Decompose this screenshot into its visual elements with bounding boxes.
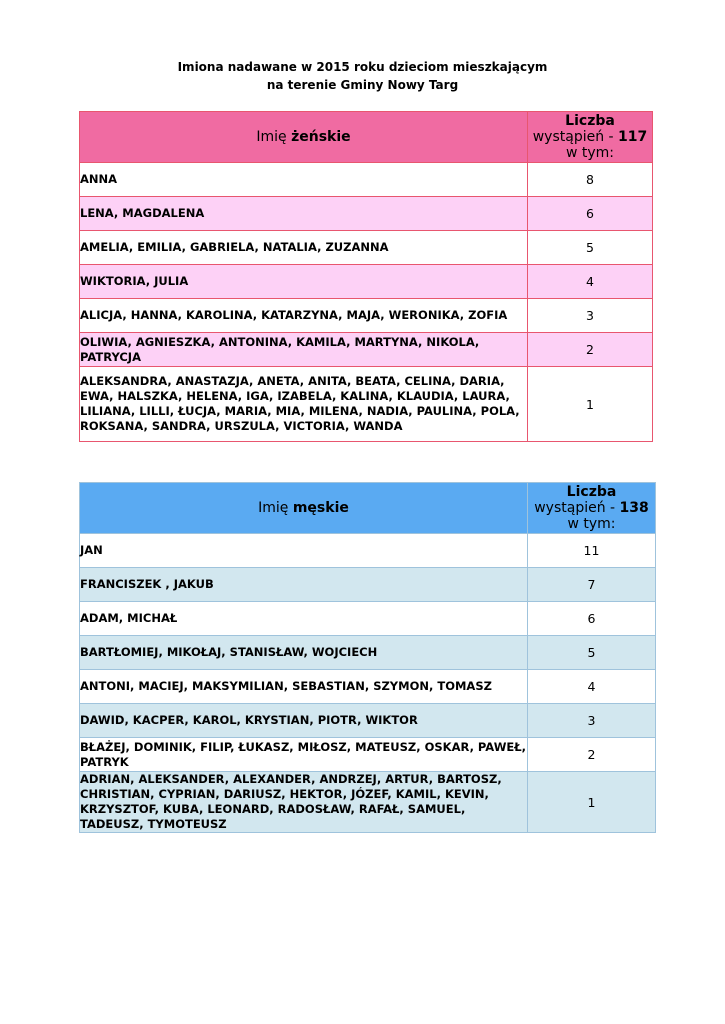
boys-count-total-line — [528, 500, 655, 516]
girls-name-column-header — [80, 112, 528, 163]
count-cell: 11 — [528, 534, 656, 568]
names-cell: BARTŁOMIEJ, MIKOŁAJ, STANISŁAW, WOJCIECH — [80, 636, 528, 670]
count-cell: 6 — [528, 602, 656, 636]
table-row — [80, 738, 656, 772]
table-row — [80, 163, 653, 197]
boys-table-header-row — [80, 483, 656, 534]
table-row — [80, 367, 653, 442]
title-line-2: na terenie Gminy Nowy Targ — [266, 78, 459, 92]
boys-count-prefix: wystąpień - — [534, 500, 620, 516]
names-cell: ALICJA, HANNA, KAROLINA, KATARZYNA, MAJA, WERONIKA, ZOFIA — [80, 299, 528, 333]
girls-count-total-line — [528, 129, 652, 145]
count-cell: 2 — [528, 738, 656, 772]
girls-count-note: w tym: — [565, 145, 615, 161]
boys-header-prefix: Imię — [258, 500, 293, 516]
names-cell: WIKTORIA, JULIA — [80, 265, 528, 299]
count-cell: 7 — [528, 568, 656, 602]
names-cell: AMELIA, EMILIA, GABRIELA, NATALIA, ZUZANNA — [80, 231, 528, 265]
table-row — [80, 231, 653, 265]
names-cell: DAWID, KACPER, KAROL, KRYSTIAN, PIOTR, WIKTOR — [80, 704, 528, 738]
count-cell: 6 — [528, 197, 653, 231]
count-cell: 4 — [528, 670, 656, 704]
boys-count-note: w tym: — [567, 516, 616, 532]
count-cell: 5 — [528, 636, 656, 670]
count-cell: 8 — [528, 163, 653, 197]
title-line-1: Imiona nadawane w 2015 roku dzieciom mieszkającym — [177, 60, 548, 74]
count-cell: 1 — [528, 367, 653, 442]
names-cell: ADAM, MICHAŁ — [80, 602, 528, 636]
table-row — [80, 265, 653, 299]
names-cell: BŁAŻEJ, DOMINIK, FILIP, ŁUKASZ, MIŁOSZ, MATEUSZ, OSKAR, PAWEŁ, PATRYK — [80, 738, 528, 772]
table-row — [80, 534, 656, 568]
boys-count-column-header — [528, 483, 656, 534]
table-row — [80, 299, 653, 333]
count-cell: 3 — [528, 704, 656, 738]
count-cell: 4 — [528, 265, 653, 299]
names-cell: OLIWIA, AGNIESZKA, ANTONINA, KAMILA, MARTYNA, NIKOLA, PATRYCJA — [80, 333, 528, 367]
girls-table-header-row — [80, 112, 653, 163]
girls-count-total: 117 — [618, 129, 648, 145]
names-cell: FRANCISZEK , JAKUB — [80, 568, 528, 602]
girls-count-label: Liczba — [565, 113, 615, 129]
names-cell: ADRIAN, ALEKSANDER, ALEXANDER, ANDRZEJ, ARTUR, BARTOSZ, CHRISTIAN, CYPRIAN, DARIUSZ, HEKTOR, JÓZEF, KAMIL, KEVIN, KRZYSZTOF, KUBA, LEONARD, RADOSŁAW, RAFAŁ, SAMUEL, TADEUSZ, TYMOTEUSZ — [80, 772, 528, 833]
count-cell: 2 — [528, 333, 653, 367]
boys-count-total: 138 — [619, 500, 649, 516]
girls-header-prefix: Imię — [256, 129, 292, 145]
count-cell: 5 — [528, 231, 653, 265]
count-cell: 3 — [528, 299, 653, 333]
girls-names-table — [79, 111, 653, 442]
table-row — [80, 197, 653, 231]
girls-count-prefix: wystąpień - — [532, 129, 619, 145]
document-title — [0, 58, 725, 94]
boys-names-table — [79, 482, 656, 833]
table-row — [80, 636, 656, 670]
boys-count-label: Liczba — [566, 484, 617, 500]
names-cell: LENA, MAGDALENA — [80, 197, 528, 231]
table-row — [80, 333, 653, 367]
boys-header-bold: męskie — [292, 500, 349, 516]
table-row — [80, 704, 656, 738]
table-row — [80, 772, 656, 833]
table-row — [80, 602, 656, 636]
boys-name-column-header — [80, 483, 528, 534]
names-cell: JAN — [80, 534, 528, 568]
names-cell: ANTONI, MACIEJ, MAKSYMILIAN, SEBASTIAN, SZYMON, TOMASZ — [80, 670, 528, 704]
names-cell: ANNA — [80, 163, 528, 197]
table-row — [80, 670, 656, 704]
count-cell: 1 — [528, 772, 656, 833]
girls-count-column-header — [528, 112, 653, 163]
table-row — [80, 568, 656, 602]
girls-header-bold: żeńskie — [291, 129, 351, 145]
names-cell: ALEKSANDRA, ANASTAZJA, ANETA, ANITA, BEATA, CELINA, DARIA, EWA, HALSZKA, HELENA, IGA, IZABELA, KALINA, KLAUDIA, LAURA, LILIANA, LILLI, ŁUCJA, MARIA, MIA, MILENA, NADIA, PAULINA, POLA, ROKSANA, SANDRA, URSZULA, VICTORIA, WANDA — [80, 367, 528, 442]
